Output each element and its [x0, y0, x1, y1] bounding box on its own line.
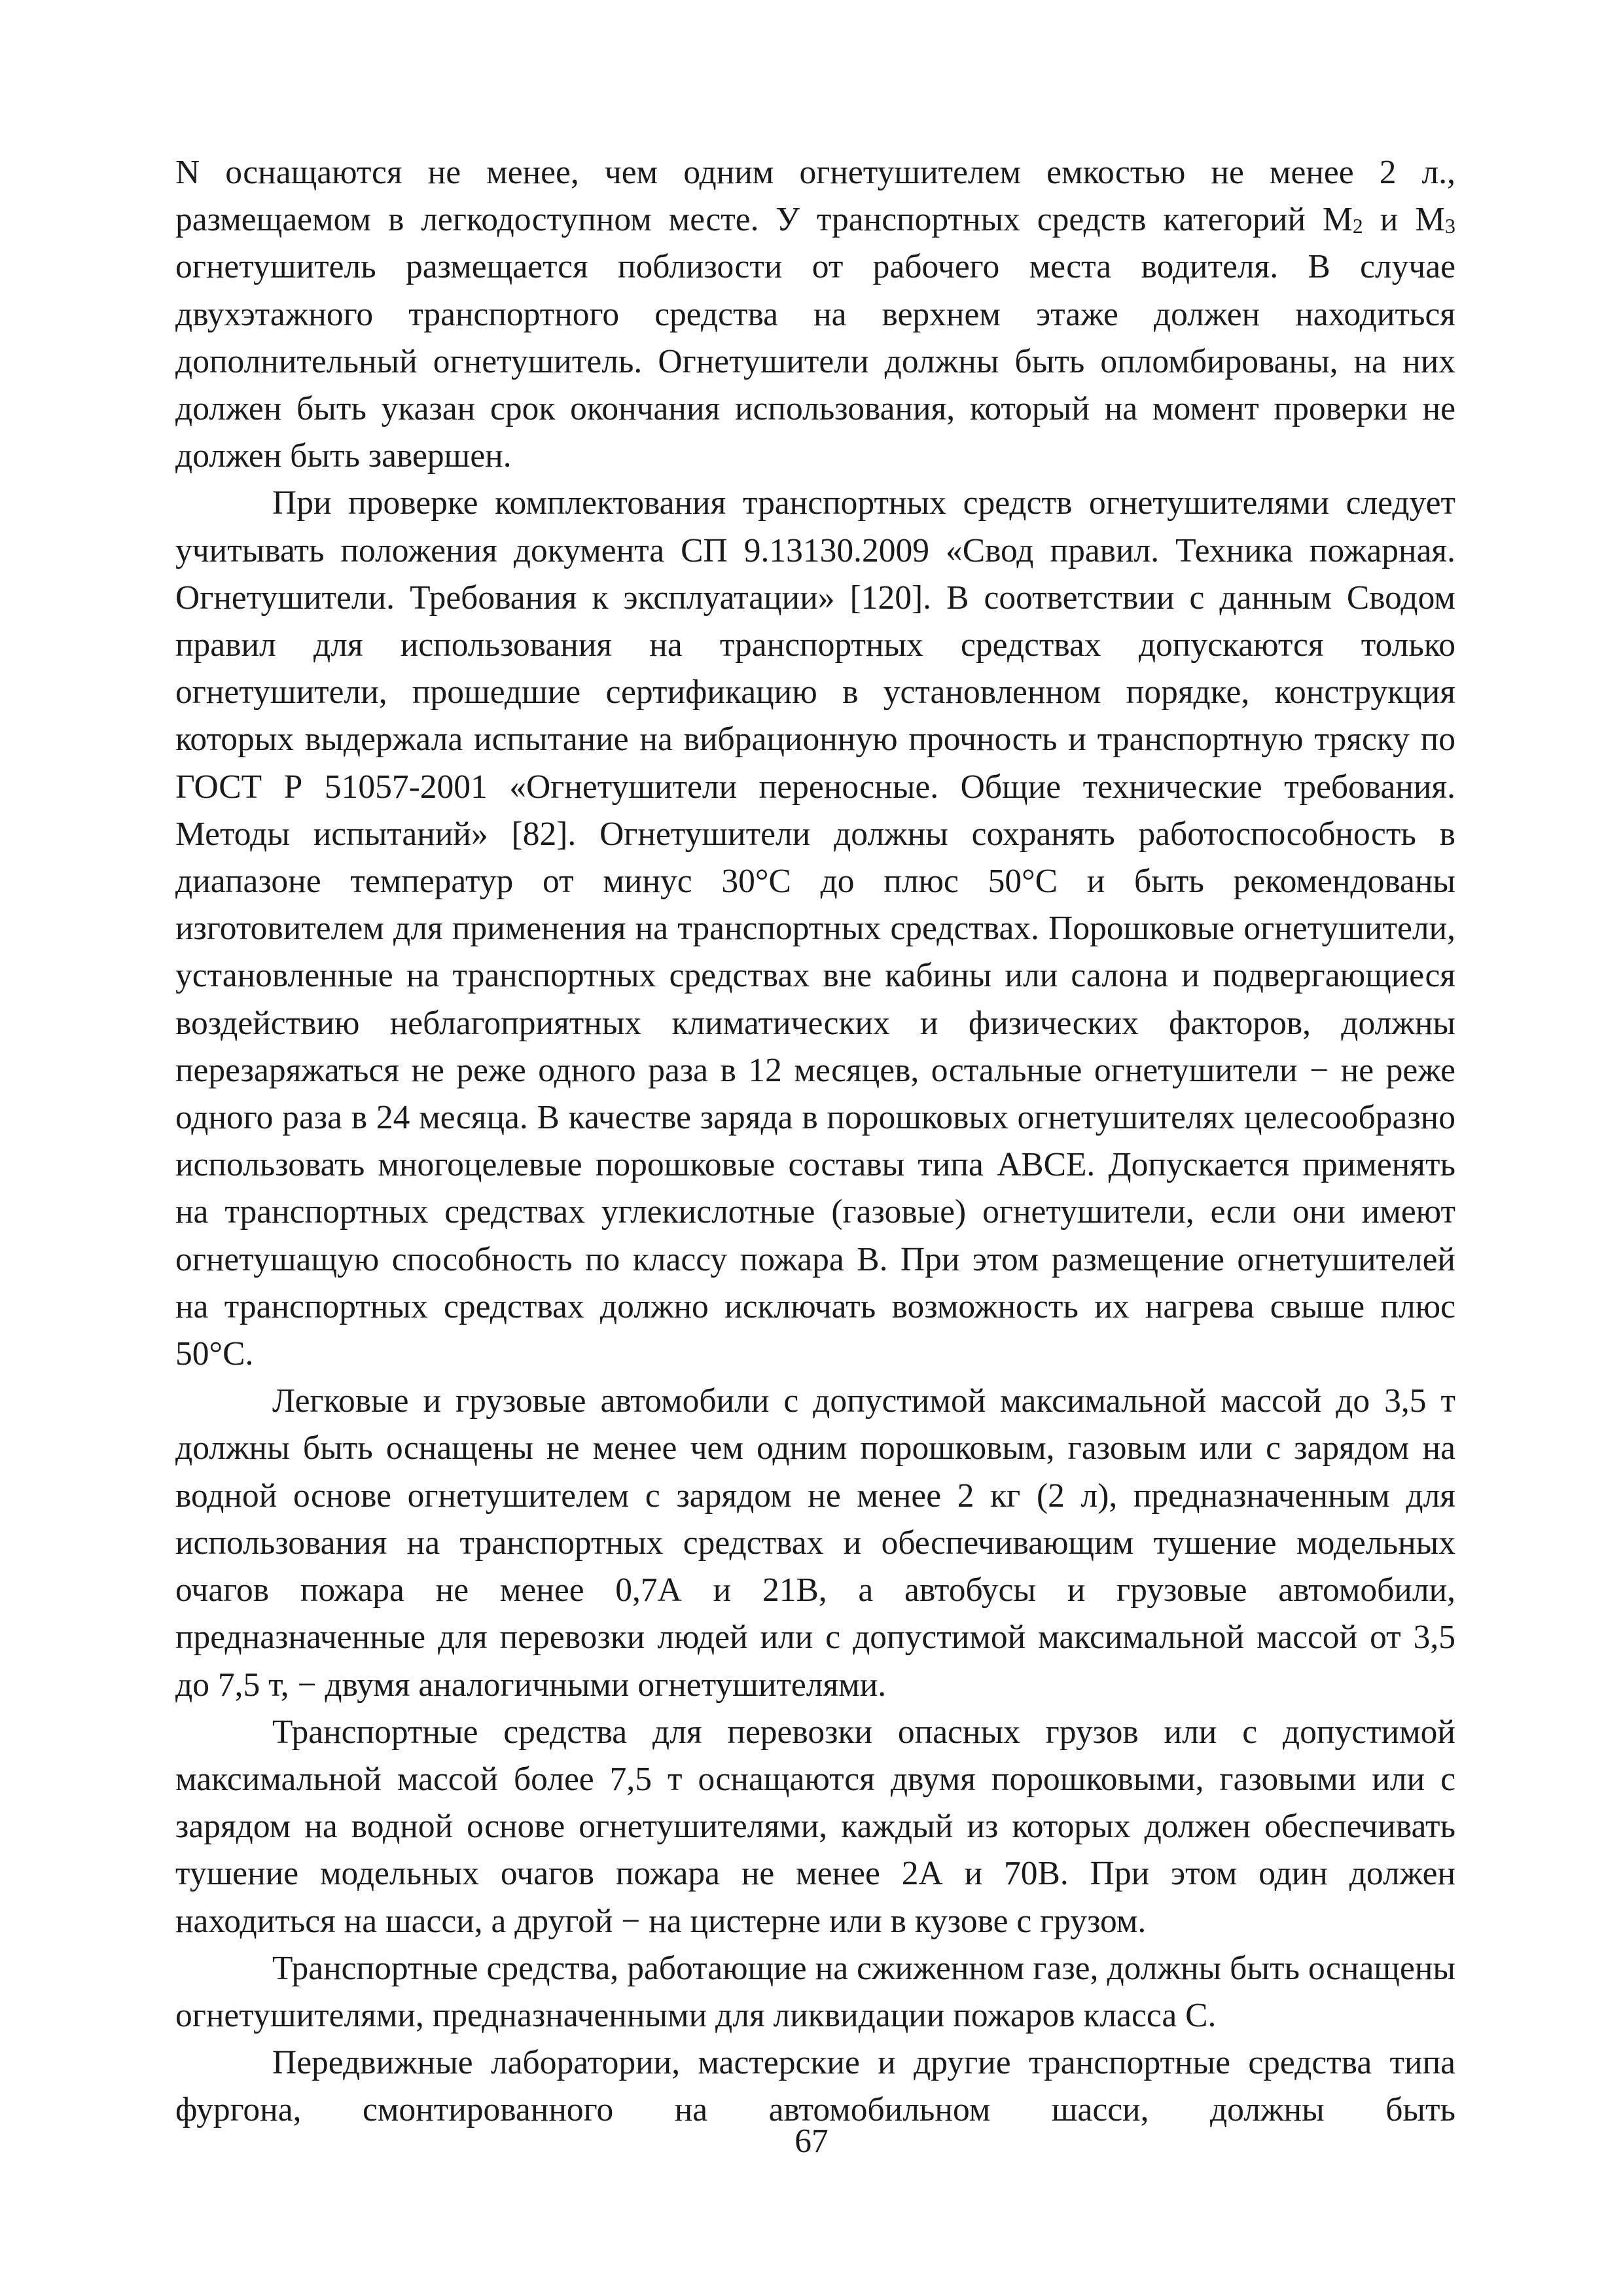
paragraph-1: N оснащаются не менее, чем одним огнетушителем емкостью не менее 2 л., размещаемом в легкодоступном месте. У транспортных средств категорий $М_2$ и $М_3$ огнетушитель размещается поблизости от рабочего места водителя. В случае двухэтажного транспортного средства на верхнем этаже должен находиться дополнительный огнетушитель. Огнетушители должны быть опломбированы, на них должен быть указан срок окончания использования, который на момент проверки не должен быть завершен.: [175, 154, 1455, 475]
paragraph-5: Транспортные средства, работающие на сжиженном газе, должны быть оснащены огнетушителями, предназначенными для ликвидации пожаров класса С.: [175, 1949, 1455, 2034]
paragraph-3: Легковые и грузовые автомобили с допустимой максимальной массой до 3,5 т должны быть оснащены не менее чем одним порошковым, газовым или с зарядом на водной основе огнетушителем с зарядом не менее 2 кг (2 л), предназначенным для использования на транспортных средствах и обеспечивающим тушение модельных очагов пожара не менее 0,7А и 21В, а автобусы и грузовые автомобили, предназначенные для перевозки людей или с допустимой максимальной массой от 3,5 до 7,5 т, − двумя аналогичными огнетушителями.: [175, 1382, 1455, 1704]
paragraph-2: При проверке комплектования транспортных средств огнетушителями следует учитывать положения документа СП 9.13130.2009 «Свод правил. Техника пожарная. Огнетушители. Требования к эксплуатации» [120]. В соответствии с данным Сводом правил для использования на транспортных средствах допускаются только огнетушители, прошедшие сертификацию в установленном порядке, конструкция которых выдержала испытание на вибрационную прочность и транспортную тряску по ГОСТ Р 51057-2001 «Огнетушители переносные. Общие технические требования. Методы испытаний» [82]. Огнетушители должны сохранять работоспособность в диапазоне температур от минус 30°С до плюс 50°С и быть рекомендованы изготовителем для применения на транспортных средствах. Порошковые огнетушители, установленные на транспортных средствах вне кабины или салона и подвергающиеся воздействию неблагоприятных климатических и физических факторов, должны перезаряжаться не реже одного раза в 12 месяцев, остальные огнетушители − не реже одного раза в 24 месяца. В качестве заряда в порошковых огнетушителях целесообразно использовать многоцелевые порошковые составы типа АВСЕ. Допускается применять на транспортных средствах углекислотные (газовые) огнетушители, если они имеют огнетушащую способность по классу пожара В. При этом размещение огнетушителей на транспортных средствах должно исключать возможность их нагрева свыше плюс 50°С.: [175, 484, 1455, 1373]
paragraph-6: Передвижные лаборатории, мастерские и другие транспортные средства типа фургона, смонтированного на автомобильном шасси, должны быть: [175, 2044, 1455, 2129]
subscript-m3: 3: [1445, 215, 1455, 238]
page-number: 67: [794, 2123, 829, 2160]
document-page: [175, 149, 1455, 2134]
subscript-m2: 2: [1352, 215, 1363, 238]
paragraph-4: Транспортные средства для перевозки опасных грузов или с допустимой максимальной массой более 7,5 т оснащаются двумя порошковыми, газовыми или с зарядом на водной основе огнетушителями, каждый из которых должен обеспечивать тушение модельных очагов пожара не менее 2А и 70В. При этом один должен находиться на шасси, а другой − на цистерне или в кузове с грузом.: [175, 1713, 1455, 1940]
